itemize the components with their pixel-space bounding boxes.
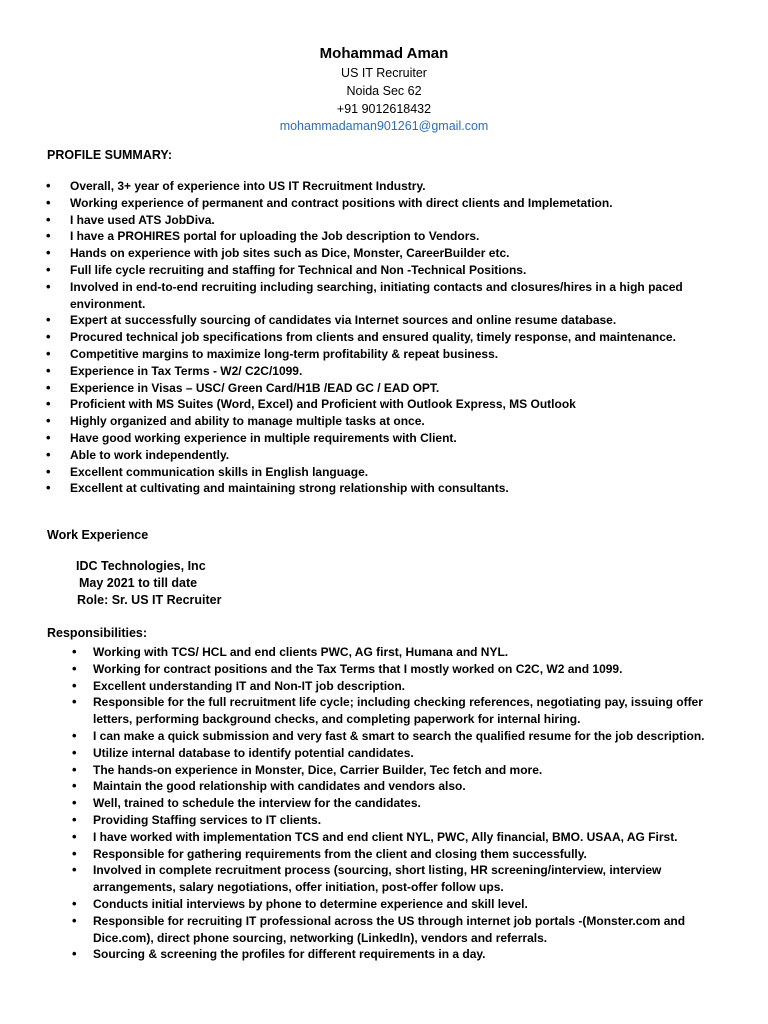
bullet-item: • Responsible for recruiting IT professional across the US through internet job portals -(Monster.com and Dice.com), direct phone sourcing, networking (LinkedIn), vendors and referrals. [93, 913, 721, 947]
profile-summary-list [70, 178, 720, 497]
bullet-item: • Proficient with MS Suites (Word, Excel) and Proficient with Outlook Express, MS Outlook [70, 396, 720, 413]
job-role: Role: Sr. US IT Recruiter [77, 593, 222, 607]
bullet-item: • Working with TCS/ HCL and end clients PWC, AG first, Humana and NYL. [93, 644, 721, 661]
bullet-item: • Providing Staffing services to IT clients. [93, 812, 721, 829]
profile-summary-heading: PROFILE SUMMARY: [47, 148, 172, 162]
bullet-item: • I have worked with implementation TCS and end client NYL, PWC, Ally financial, BMO. USAA, AG First. [93, 829, 721, 846]
responsibilities-list [93, 644, 721, 963]
work-experience-heading: Work Experience [47, 528, 149, 542]
bullet-item: • Involved in complete recruitment process (sourcing, short listing, HR screening/interview, interview arrangements, salary negotiations, offer initiation, post-offer follow ups. [93, 862, 721, 896]
bullet-item: • Responsible for the full recruitment life cycle; including checking references, negotiating pay, issuing offer letters, performing background checks, and completing paperwork for internal hiring. [93, 694, 721, 728]
bullet-item: • Maintain the good relationship with candidates and vendors also. [93, 778, 721, 795]
bullet-item: • Excellent at cultivating and maintaining strong relationship with consultants. [70, 480, 720, 497]
bullet-item: • Utilize internal database to identify potential candidates. [93, 745, 721, 762]
bullet-item: • Involved in end-to-end recruiting including searching, initiating contacts and closures/hires in a high paced environment. [70, 279, 720, 313]
bullet-item: • Able to work independently. [70, 447, 720, 464]
bullet-item: • Highly organized and ability to manage multiple tasks at once. [70, 413, 720, 430]
candidate-email-link[interactable]: mohammadaman901261@gmail.com [279, 119, 489, 133]
bullet-item: • The hands-on experience in Monster, Dice, Carrier Builder, Tec fetch and more. [93, 762, 721, 779]
bullet-item: • Experience in Visas – USC/ Green Card/H1B /EAD GC / EAD OPT. [70, 380, 720, 397]
bullet-item: • Well, trained to schedule the interview for the candidates. [93, 795, 721, 812]
bullet-item: • I have used ATS JobDiva. [70, 212, 720, 229]
company-name: IDC Technologies, Inc [76, 559, 206, 573]
bullet-item: • Excellent understanding IT and Non-IT job description. [93, 678, 721, 695]
candidate-location: Noida Sec 62 [346, 84, 422, 98]
bullet-item: • I can make a quick submission and very fast & smart to search the qualified resume for the job description. [93, 728, 721, 745]
resume-header [0, 44, 768, 135]
bullet-item: • Expert at successfully sourcing of candidates via Internet sources and online resume database. [70, 312, 720, 329]
bullet-item: • Working experience of permanent and contract positions with direct clients and Implemetation. [70, 195, 720, 212]
bullet-item: • Overall, 3+ year of experience into US IT Recruitment Industry. [70, 178, 720, 195]
candidate-title: US IT Recruiter [341, 66, 427, 80]
job-dates: May 2021 to till date [79, 576, 198, 590]
candidate-phone: +91 9012618432 [336, 102, 432, 116]
bullet-item: • Sourcing & screening the profiles for different requirements in a day. [93, 946, 721, 963]
bullet-item: • Experience in Tax Terms - W2/ C2C/1099. [70, 363, 720, 380]
bullet-item: • Excellent communication skills in English language. [70, 464, 720, 481]
bullet-item: • Responsible for gathering requirements from the client and closing them successfully. [93, 846, 721, 863]
bullet-item: • Have good working experience in multiple requirements with Client. [70, 430, 720, 447]
bullet-item: • Full life cycle recruiting and staffing for Technical and Non -Technical Positions. [70, 262, 720, 279]
bullet-item: • Competitive margins to maximize long-term profitability & repeat business. [70, 346, 720, 363]
bullet-item: • Working for contract positions and the Tax Terms that I mostly worked on C2C, W2 and 1099. [93, 661, 721, 678]
bullet-item: • Hands on experience with job sites such as Dice, Monster, CareerBuilder etc. [70, 245, 720, 262]
candidate-name: Mohammad Aman [319, 45, 449, 62]
bullet-item: • Conducts initial interviews by phone to determine experience and skill level. [93, 896, 721, 913]
bullet-item: • Procured technical job specifications from clients and ensured quality, timely response, and maintenance. [70, 329, 720, 346]
bullet-item: • I have a PROHIRES portal for uploading the Job description to Vendors. [70, 228, 720, 245]
responsibilities-heading: Responsibilities: [47, 626, 148, 640]
job-block [76, 558, 221, 609]
